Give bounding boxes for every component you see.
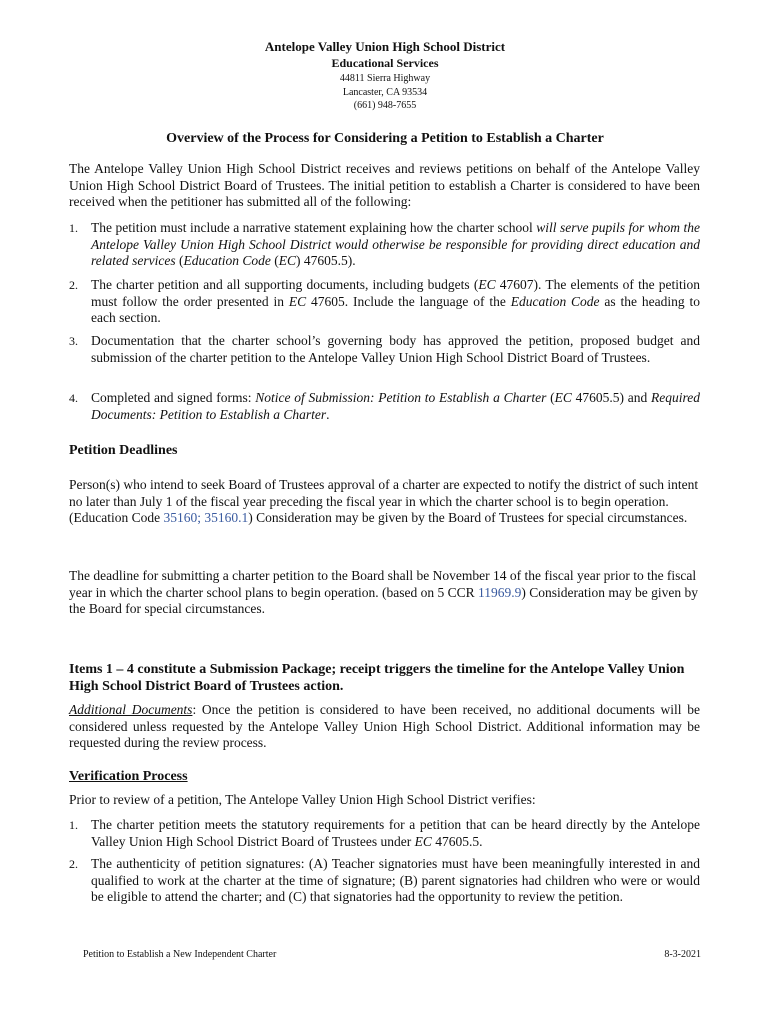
deadline-paragraph-2: The deadline for submitting a charter petition to the Board shall be November 14 of the fiscal year prior to the fiscal year in which the charter school plans to begin operation. (based on 5 CCR 11969.9) Consideration may be given by the Board for special circumstances. <box>69 568 698 616</box>
education-code-link[interactable]: 35160; 35160.1 <box>163 510 249 525</box>
deadline-paragraph-1: Person(s) who intend to seek Board of Trustees approval of a charter are expected to notify the district of such intent no later than July 1 of the fiscal year preceding the fiscal year in which the charter school is to begin operation. (Education Code 35160; 35160.1) Consideration may be given by the Board of Trustees for special circumstances. <box>69 477 699 525</box>
list-item <box>69 333 700 366</box>
additional-documents-label: Additional Documents <box>69 702 193 717</box>
address-city: Lancaster, CA 93534 <box>342 87 428 98</box>
footer-date: 8-3-2021 <box>664 949 701 960</box>
district-name: Antelope Valley Union High School District <box>264 39 506 54</box>
list-number: 1. <box>69 221 78 235</box>
deadlines-heading: Petition Deadlines <box>69 443 178 458</box>
list-number: 4. <box>69 391 78 405</box>
verification-heading: Verification Process <box>69 769 188 784</box>
list-text: The petition must include a narrative statement explaining how the charter school will serve pupils for whom the Antelope Valley Union High School District would otherwise be responsible for providing direct education and related services (Education Code (EC) 47605.5). <box>91 220 701 268</box>
footer-title: Petition to Establish a New Independent Charter <box>83 949 277 960</box>
phone-number: (661) 948-7655 <box>353 100 417 111</box>
list-item <box>69 277 700 327</box>
list-number: 3. <box>69 334 78 348</box>
list-item <box>69 390 700 423</box>
list-number: 1. <box>69 818 78 832</box>
list-text: The charter petition meets the statutory requirements for a petition that can be heard directly by the Antelope Valley Union High School District Board of Trustees under EC 47605.5. <box>91 817 700 849</box>
list-text: The charter petition and all supporting documents, including budgets (EC 47607). The elements of the petition must follow the order presented in EC 47605. Include the language of the Education Code as the heading to each section. <box>91 277 700 325</box>
department-name: Educational Services <box>331 56 439 70</box>
submission-heading: Items 1 – 4 constitute a Submission Package; receipt triggers the timeline for the Antelope Valley Union High School District Board of Trustees action. <box>69 662 685 694</box>
list-item <box>69 856 700 906</box>
additional-documents-paragraph: Additional Documents: Once the petition is considered to have been received, no additional documents will be considered unless requested by the Antelope Valley Union High School District. Additional information may be requested during the review process. <box>69 702 700 750</box>
intro-paragraph: The Antelope Valley Union High School District receives and reviews petitions on behalf of the Antelope Valley Union High School District Board of Trustees. The initial petition to establish a Charter is considered to have been received when the petitioner has submitted all of the following: <box>69 161 700 209</box>
list-text: Documentation that the charter school’s governing body has approved the petition, proposed budget and submission of the charter petition to the Antelope Valley Union High School District Board of Trustees. <box>91 333 700 365</box>
list-item <box>69 220 700 270</box>
list-item <box>69 817 700 850</box>
list-number: 2. <box>69 278 78 292</box>
list-text: Completed and signed forms: Notice of Submission: Petition to Establish a Charter (EC 47605.5) and Required Documents: Petition to Establish a Charter. <box>91 390 700 422</box>
list-text: The authenticity of petition signatures: (A) Teacher signatories must have been meaningfully interested in and qualified to work at the charter at the time of signature; (B) parent signatories had children who were or would be eligible to attend the charter; and (C) that signatories had the opportunity to review the petition. <box>91 856 700 904</box>
address-street: 44811 Sierra Highway <box>339 73 431 84</box>
document-title: Overview of the Process for Considering a Petition to Establish a Charter <box>166 131 604 146</box>
ccr-link[interactable]: 11969.9 <box>478 584 522 600</box>
list-number: 2. <box>69 857 78 871</box>
verification-intro: Prior to review of a petition, The Antelope Valley Union High School District verifies: <box>69 792 536 807</box>
